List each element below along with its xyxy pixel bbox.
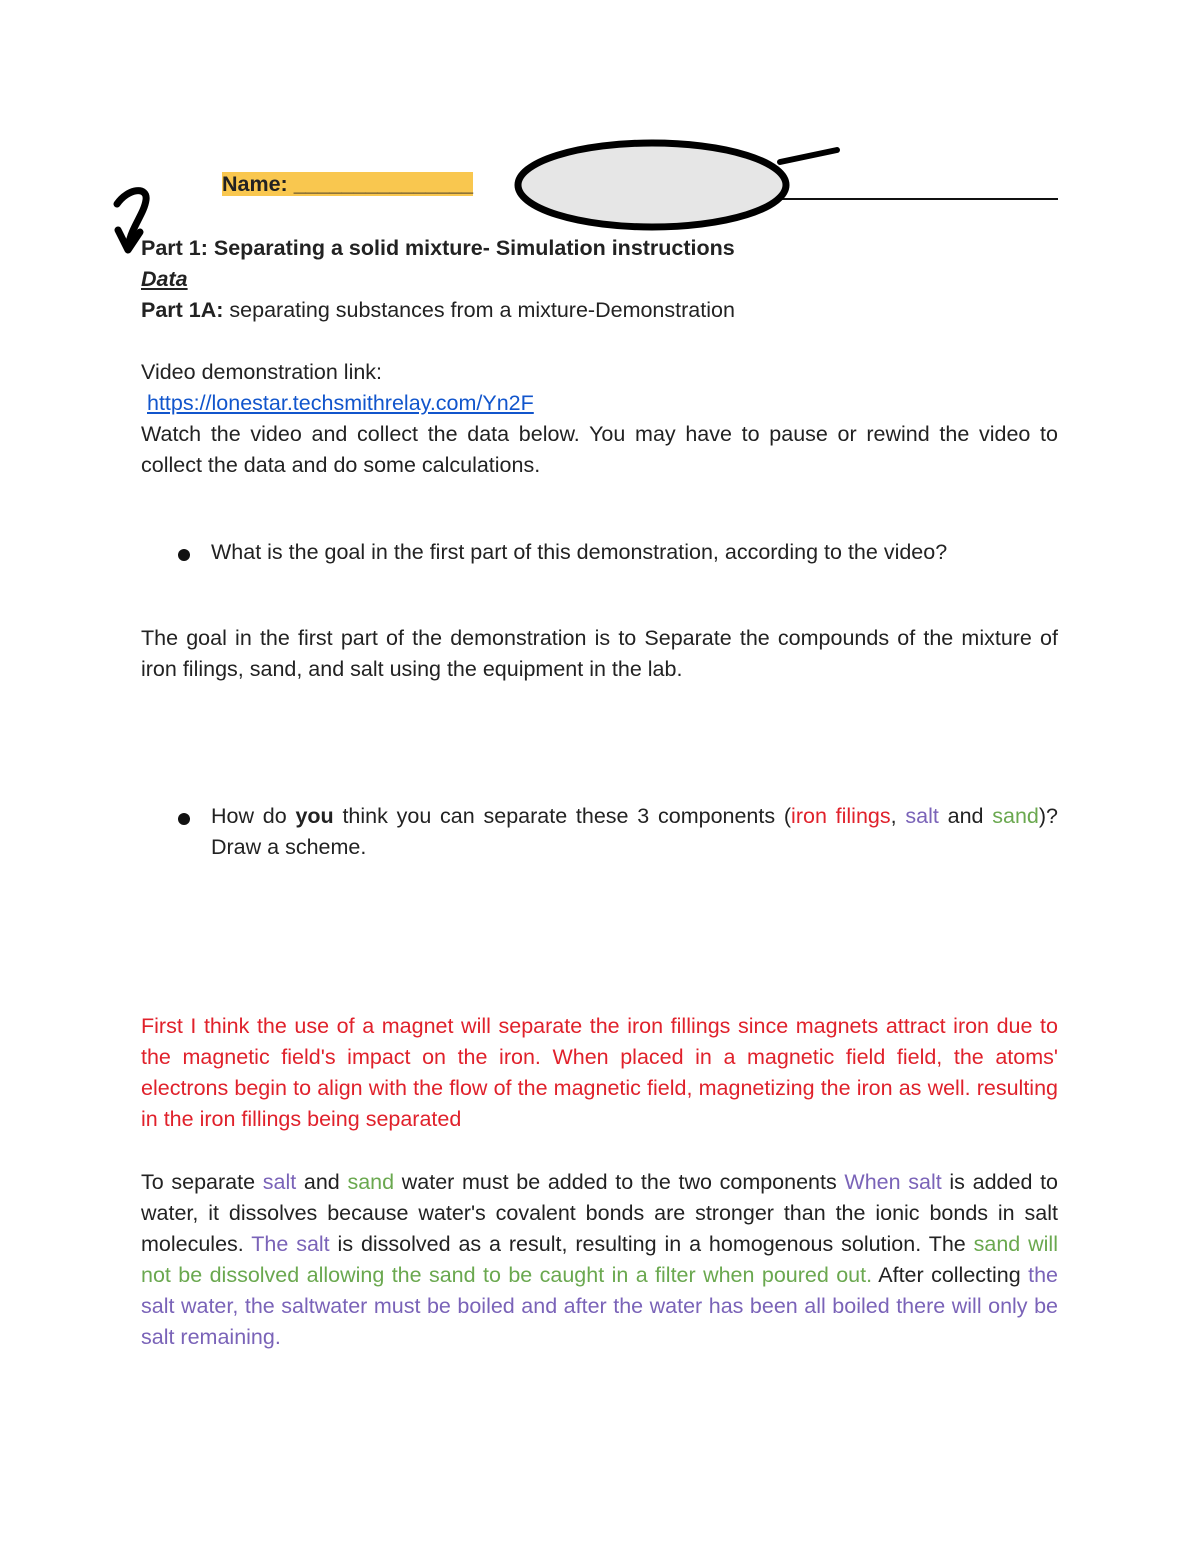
the-salt: The salt: [251, 1232, 330, 1256]
part1a-label: Part 1A:: [141, 298, 224, 322]
redaction-tail: [780, 150, 837, 162]
q2-text: )? Draw a scheme.: [211, 804, 1059, 859]
data-heading: Data: [141, 267, 188, 291]
q2-iron: iron filings: [791, 804, 891, 828]
q2-text: and: [938, 804, 993, 828]
q2-sand: sand: [992, 804, 1039, 828]
name-blank: _______________: [293, 172, 474, 196]
sand-word: sand: [347, 1170, 395, 1194]
q2-salt: salt: [905, 804, 939, 828]
salt-word: salt: [262, 1170, 297, 1194]
question1: What is the goal in the first part of this demonstration, according to the video?: [211, 540, 948, 564]
part1-title: Part 1: Separating a solid mixture- Simulation instructions: [141, 236, 735, 260]
answer1: The goal in the first part of the demonstration is to Separate the compounds of the mixture of iron filings, sand, and salt using the equipment in the lab.: [141, 626, 1058, 681]
q2-text: ,: [890, 804, 906, 828]
when-salt: When salt: [844, 1170, 942, 1194]
instructions: Watch the video and collect the data below. You may have to pause or rewind the video to collect the data and do some calculations.: [141, 422, 1058, 477]
q2-text: think you can separate these 3 components (: [333, 804, 792, 828]
salt-clause: the salt water, the saltwater must be boiled and after the water has been all boiled there will only be salt remaining.: [141, 1263, 1058, 1349]
redaction-oval: [518, 143, 786, 227]
part1a-text: separating substances from a mixture-Demonstration: [223, 298, 735, 322]
video-link[interactable]: https://lonestar.techsmithrelay.com/Yn2F: [147, 391, 534, 415]
video-label: Video demonstration link:: [141, 360, 383, 384]
q2-text: How do: [211, 804, 296, 828]
name-label: Name:: [222, 172, 294, 196]
sand-clause: sand will not be dissolved allowing the sand to be caught in a filter when poured out.: [141, 1232, 1058, 1287]
answer-magnet: First I think the use of a magnet will separate the iron fillings since magnets attract iron due to the magnetic field's impact on the iron. When placed in a magnetic field field, the atoms' electrons begin to align with the flow of the magnetic field, magnetizing the iron as well. resulting in the iron fillings being separated: [141, 1014, 1058, 1131]
answer-salt-sand: To separate salt and sand water must be added to the two components When salt is added to water, it dissolves because water's covalent bonds are stronger than the ionic bonds in salt molecules. The salt is dissolved as a result, resulting in a homogenous solution. The sand will not be dissolved allowing the sand to be caught in a filter when poured out. After collecting the salt water, the saltwater must be boiled and after the water has been all boiled there will only be salt remaining.: [141, 1170, 1059, 1349]
q2-you: you: [295, 804, 334, 828]
